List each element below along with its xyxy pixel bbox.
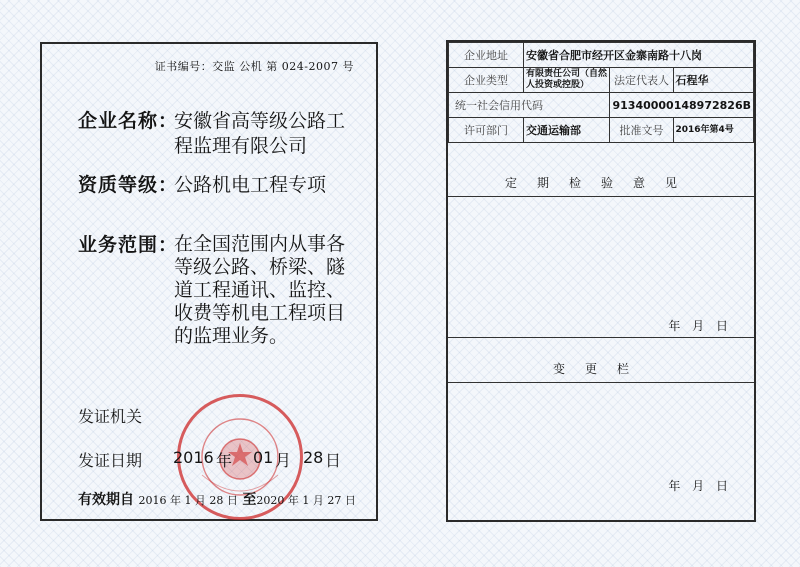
legal-rep-value: 石程华 <box>673 68 754 93</box>
issue-day-unit: 日 <box>325 451 342 470</box>
company-type-value: 有限责任公司（自然人投资或控股） <box>524 68 610 93</box>
certificate-number: 证书编号：交监 公机 第 024-2007 号 <box>154 60 354 73</box>
business-scope-label: 业务范围： <box>78 234 179 256</box>
credit-code-label: 统一社会信用代码 <box>449 93 610 118</box>
issue-year: 2016 <box>173 448 214 467</box>
issuing-authority-label: 发证机关 <box>78 407 143 426</box>
change-header: 变更栏 <box>448 356 754 383</box>
qualification-grade-field <box>78 173 327 198</box>
inspection-date: 年 月 日 <box>668 319 732 333</box>
validity-to: 2020 年 1 月 27 日 <box>256 494 356 507</box>
address-label: 企业地址 <box>449 43 524 68</box>
company-name-value: 安徽省高等级公路工程监理有限公司 <box>174 110 346 157</box>
company-type-label: 企业类型 <box>449 68 524 93</box>
permit-dept-label: 许可部门 <box>449 118 524 143</box>
company-info-table <box>448 42 754 143</box>
credit-code-value: 91340000148972826B <box>610 93 754 118</box>
approval-no-value: 2016年第4号 <box>673 118 754 143</box>
certificate-left-panel <box>40 42 378 521</box>
validity-to-label: 至 <box>242 492 257 508</box>
issue-year-unit: 年 <box>216 451 233 470</box>
issue-date-label: 发证日期 <box>78 451 143 470</box>
validity-from: 2016 年 1 月 28 日 <box>138 494 238 507</box>
issue-day: 28 <box>303 448 324 467</box>
permit-dept-value: 交通运输部 <box>524 118 610 143</box>
business-scope-field <box>78 233 346 347</box>
validity-label: 有效期自 <box>78 492 134 508</box>
change-date: 年 月 日 <box>668 479 732 493</box>
issue-month-unit: 月 <box>275 451 292 470</box>
approval-no-label: 批准文号 <box>610 118 673 143</box>
inspection-header: 定期检验意见 <box>448 170 754 197</box>
business-scope-value: 在全国范围内从事各等级公路、桥梁、隧道工程通讯、监控、收费等机电工程项目的监理业务。 <box>174 233 346 347</box>
validity-period <box>78 489 356 509</box>
issue-date <box>78 448 342 471</box>
company-name-label: 企业名称： <box>78 110 179 132</box>
certificate-right-panel <box>446 40 756 522</box>
inspection-section <box>448 197 754 338</box>
company-name-field <box>78 109 346 157</box>
qualification-grade-value: 公路机电工程专项 <box>174 174 327 196</box>
address-value: 安徽省合肥市经开区金寨南路十八岗 <box>524 43 754 68</box>
qualification-grade-label: 资质等级： <box>78 174 179 196</box>
issue-month: 01 <box>253 448 274 467</box>
legal-rep-label: 法定代表人 <box>610 68 673 93</box>
